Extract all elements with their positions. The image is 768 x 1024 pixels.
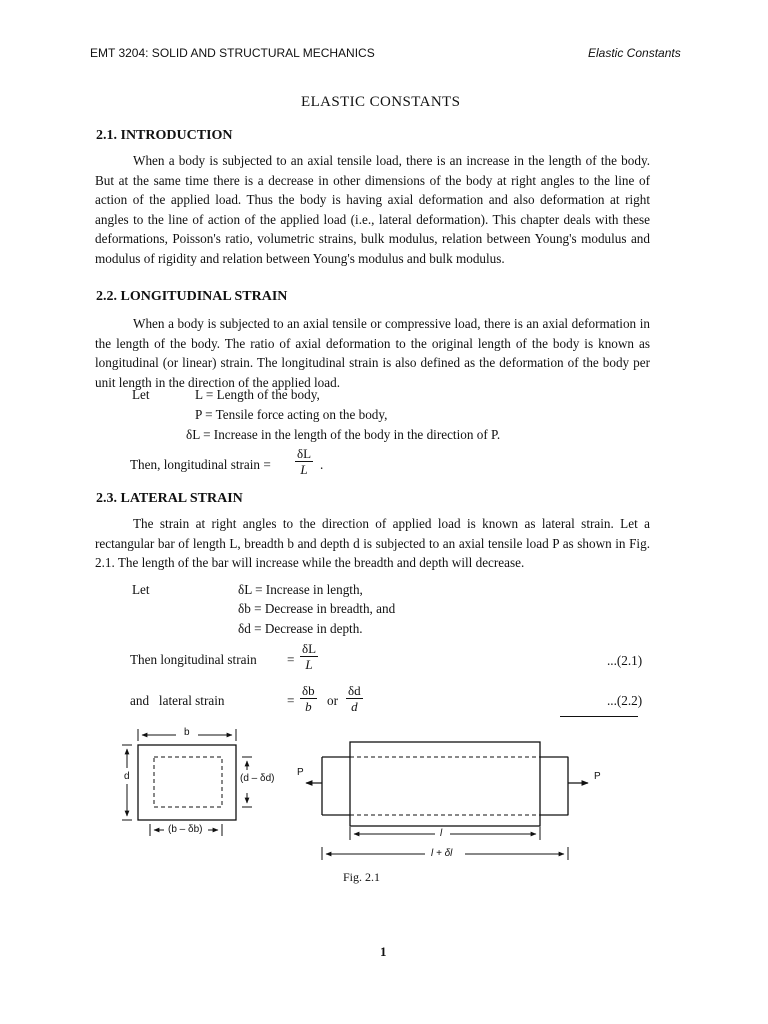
eq2-denominator-b: b [305,699,312,714]
section-heading-longitudinal-strain: 2.2. LONGITUDINAL STRAIN [96,289,288,304]
section-heading-lateral-strain: 2.3. LATERAL STRAIN [96,491,243,506]
eq2-equals: = [287,693,295,708]
let-label: Let [132,387,150,402]
fig-label-b-minus-db: (b – δb) [168,824,203,835]
definition-deltaL-2: δL = Increase in length, [238,582,363,597]
intro-text: When a body is subjected to an axial tensile load, there is an increase in the length of the body. But at the same time there is a decrease in other dimensions of the body at right angles to the line of action of the applied load. Thus the body is having axial deformation and also deformation at right angles to the line of action of the applied load (i.e., lateral deformation). This chapter deals with these deformations, Poisson's ratio, volumetric strains, bulk modulus, relation between Young's modulus and modulus of rigidity and relation between Young's modulus and bulk modulus. [95,153,650,266]
fig-label-l-plus-dl: l + δl [431,848,453,859]
lateral-text: The strain at right angles to the direction of applied load is known as lateral strain. Let a rectangular bar of length L, breadth b and depth d is subjected to an axial tensile load P as shown in Fig. 2.1. The length of the bar will increase while the breadth and depth will decrease. [95,516,650,570]
eq2-numerator-b: δb [302,683,315,698]
eq2-fraction-d [346,683,363,714]
running-header-left: EMT 3204: SOLID AND STRUCTURAL MECHANICS [90,46,375,60]
eq1-numerator: δL [302,641,317,656]
fig-label-l: l [440,828,443,839]
lateral-paragraph [95,514,650,573]
definition-deltaL: δL = Increase in the length of the body in the direction of P. [186,427,501,442]
definition-deltad: δd = Decrease in depth. [238,621,363,636]
fig-label-d-minus-dd: (d – δd) [240,773,275,784]
bar-original [350,742,540,826]
fraction-denominator: L [300,462,308,477]
intro-paragraph [95,151,650,268]
definition-deltab: δb = Decrease in breadth, and [238,601,396,616]
fig-label-P-left: P [297,767,304,778]
fraction-numerator: δL [297,446,312,461]
equation-period: . [320,457,324,472]
fig-label-d: d [124,771,130,782]
longitudinal-strain-label: Then, longitudinal strain = [130,457,271,472]
eq1-denominator: L [305,657,313,672]
figure-caption: Fig. 2.1 [343,870,381,884]
eq2-reference: ...(2.2) [607,693,643,708]
cross-section-outer [138,745,236,820]
eq1-equals: = [287,652,295,667]
cross-section-inner [154,757,222,807]
eq1-fraction [300,641,318,672]
page-number: 1 [380,944,387,959]
figure-2-1-diagram [110,720,610,870]
eq2-numerator-d: δd [348,683,361,698]
eq2-denominator-d: d [351,699,358,714]
eq2-label: and lateral strain [130,693,225,708]
section-heading-introduction: 2.1. INTRODUCTION [96,128,233,143]
longitudinal-paragraph [95,314,650,392]
fig-label-P-right: P [594,771,601,782]
bar-deformed [322,757,568,815]
eq1-reference: ...(2.1) [607,653,643,668]
let-label-2: Let [132,582,150,597]
eq2-or: or [327,693,338,708]
eq2-fraction-b [300,683,317,714]
eq1-label: Then longitudinal strain [130,652,257,667]
longitudinal-text: When a body is subjected to an axial tensile or compressive load, there is an axial deformation in the length of the body. The ratio of axial deformation to the original length of the body is known as longitudinal (or linear) strain. The longitudinal strain is also defined as the deformation of the body per unit length in the direction of the applied load. [95,316,650,390]
longitudinal-strain-fraction [295,446,313,477]
definition-P: P = Tensile force acting on the body, [195,407,388,422]
chapter-title: ELASTIC CONSTANTS [301,94,461,110]
divider-line [560,716,638,717]
definition-L: L = Length of the body, [195,387,320,402]
running-header-right: Elastic Constants [588,46,681,60]
fig-label-b: b [184,727,190,738]
